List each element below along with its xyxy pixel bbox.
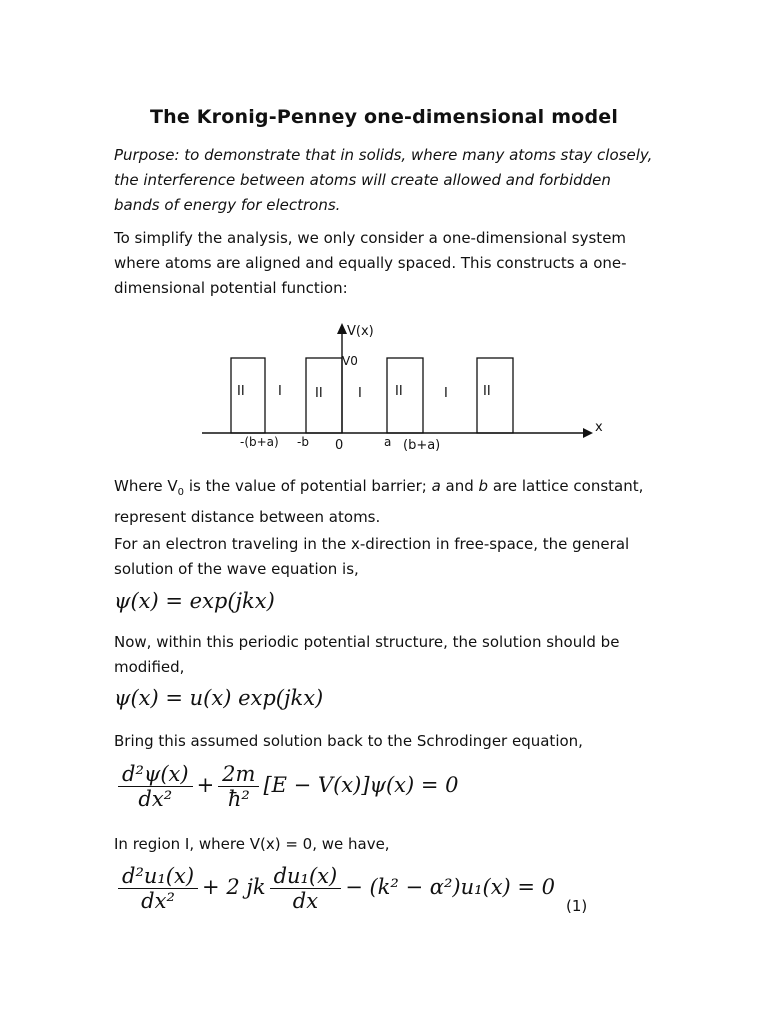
x-axis-arrow [583, 428, 593, 438]
schrodinger-equation: $\frac{\text{d²ψ(x)}}{\text{dx²}}$ + $\frac{2m}{\text{ħ²}}$ [E − V(x)]ψ(x) = 0 [114, 762, 459, 811]
free-space-equation: ψ(x) = exp(jkx) [114, 589, 275, 613]
mass-fraction: $\frac{2m}{\text{ħ²}}$ [218, 762, 259, 811]
intro-paragraph: To simplify the analysis, we only consider a one-dimensional system where atoms are aligned and equally spaced. This constructs a one-dimensional potential function: [114, 229, 627, 297]
second-derivative-fraction: $\frac{\text{d²u₁(x)}}{\text{dx²}}$ [118, 864, 198, 913]
region-label: II [395, 384, 403, 399]
potential-diagram [190, 315, 620, 465]
region-one-equation: $\frac{\text{d²u₁(x)}}{\text{dx²}}$ + 2 jk $\frac{\text{du₁(x)}}{dx}$ − (k² − α²)u₁(x) = 0 [114, 864, 555, 913]
schrodinger-paragraph: Bring this assumed solution back to the Schrodinger equation, [114, 732, 583, 750]
barrier-height-label: V0 [342, 354, 358, 368]
purpose-paragraph: Purpose: to demonstrate that in solids, where many atoms stay closely, the interference between atoms will create allowed and forbidden bands of energy for electrons. [114, 146, 653, 214]
barrier-right-1 [387, 358, 423, 433]
region-label: II [483, 384, 491, 399]
region-label: I [278, 384, 282, 399]
second-derivative-fraction: $\frac{\text{d²ψ(x)}}{\text{dx²}}$ [118, 762, 193, 811]
tick-label: a [384, 435, 392, 449]
equation-number: (1) [566, 897, 588, 915]
region-one-paragraph: In region I, where V(x) = 0, we have, [114, 835, 390, 853]
region-label: I [444, 386, 448, 401]
y-axis-arrow [337, 323, 347, 334]
barrier-center [306, 358, 342, 433]
where-paragraph: Where $V_0$ is the value of potential barrier; a and b are lattice constant, represent distance between atoms. [114, 477, 644, 526]
region-label: I [358, 386, 362, 401]
page-title: The Kronig-Penney one-dimensional model [149, 106, 619, 128]
tick-label: -(b+a) [240, 435, 279, 449]
tick-label: -b [297, 435, 309, 449]
x-axis-label: x [595, 420, 603, 435]
periodic-paragraph: Now, within this periodic potential structure, the solution should be modified, [114, 633, 620, 676]
first-derivative-fraction: $\frac{\text{du₁(x)}}{dx}$ [270, 864, 342, 913]
free-space-paragraph: For an electron traveling in the x-direction in free-space, the general solution of the wave equation is, [114, 535, 630, 578]
region-label: II [315, 386, 323, 401]
bloch-equation: ψ(x) = u(x) exp(jkx) [114, 686, 324, 710]
region-label: II [237, 384, 245, 399]
tick-label: (b+a) [403, 438, 441, 453]
y-axis-label: V(x) [347, 324, 374, 339]
tick-label: 0 [335, 438, 344, 453]
